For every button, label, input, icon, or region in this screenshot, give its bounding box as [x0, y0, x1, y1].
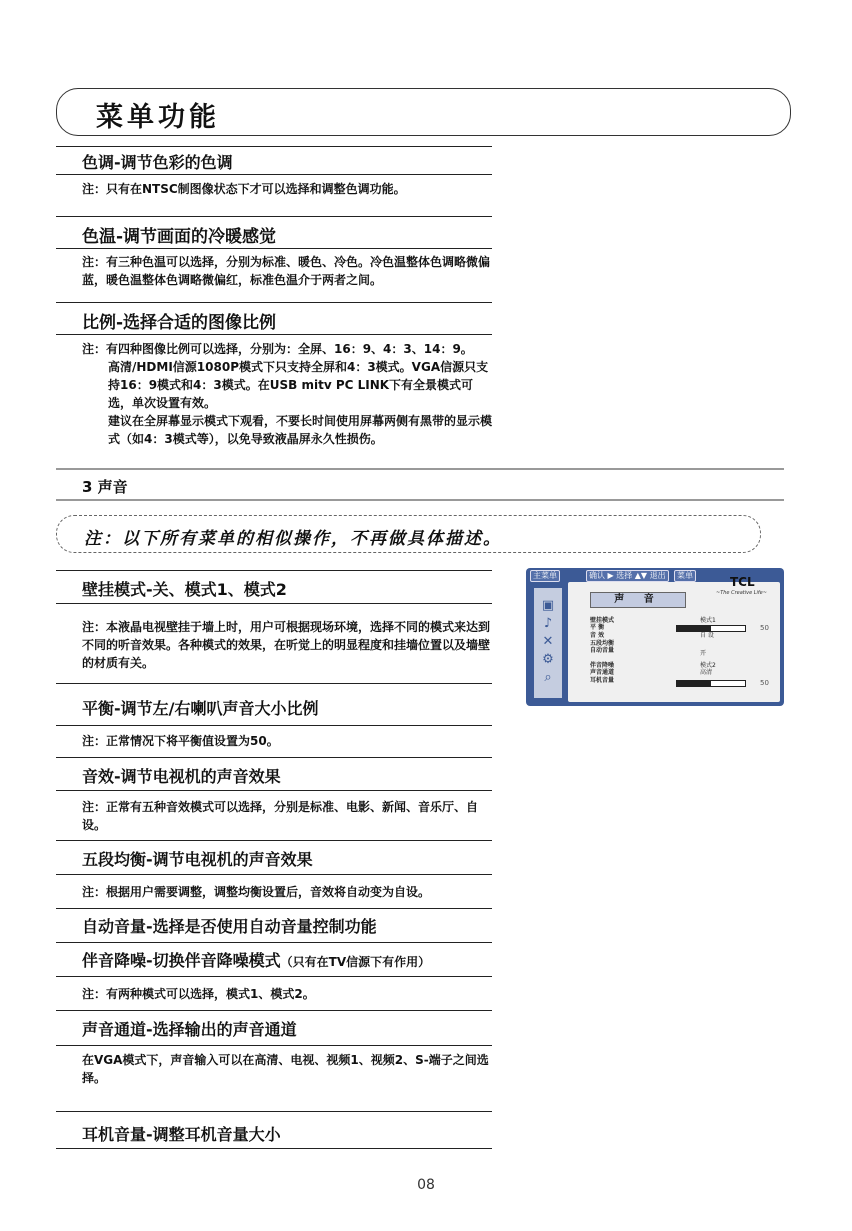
note-hue: 注：只有在NTSC制图像状态下才可以选择和调整色调功能。	[82, 182, 406, 196]
tcl-slogan: ~The Creative Life~	[716, 590, 767, 596]
osd-label-nr: 伴音降噪	[590, 662, 615, 669]
divider	[56, 976, 492, 977]
note-eq: 注：根据用户需要调整，调整均衡设置后，音效将自动变为自设。	[82, 885, 431, 899]
heading-sound-channel: 声音通道-选择输出的声音通道	[82, 1020, 297, 1039]
heading-aspect: 比例-选择合适的图像比例	[82, 313, 277, 333]
note-aspect-line1: 注：有四种图像比例可以选择，分别为：全屏、16：9、4：3、14：9。	[82, 342, 473, 356]
page-number: 08	[417, 1177, 435, 1193]
osd-label-effect: 音 效	[590, 632, 605, 639]
divider	[56, 908, 492, 909]
osd-headphone-fill	[677, 681, 711, 686]
divider	[56, 942, 492, 943]
note-aspect-line2: 高清/HDMI信源1080P模式下只支持全屏和4：3模式。VGA信源只支持16：9模式和4：3模式。在USB mitv PC LINK下有全景模式可选，单次设置有效。	[108, 360, 489, 410]
divider	[56, 146, 492, 147]
divider	[56, 1111, 492, 1112]
osd-value-auto: 开	[700, 650, 707, 657]
note-noise-reduction: 注：有两种模式可以选择，模式1、模式2。	[82, 987, 315, 1001]
divider	[56, 302, 492, 303]
osd-label-auto: 自动音量	[590, 647, 615, 654]
osd-tag-nav: 确认 ▶ 选择 ▲▼ 退出	[586, 570, 669, 582]
osd-balance-fill	[677, 626, 711, 631]
search-icon: ⌕	[544, 670, 552, 685]
divider	[56, 757, 492, 758]
divider	[56, 248, 492, 249]
osd-balance-bar	[676, 625, 746, 632]
divider	[56, 499, 784, 501]
note-box-text: 注：以下所有菜单的相似操作，不再做具体描述。	[84, 529, 502, 549]
picture-icon: ▣	[541, 598, 555, 613]
divider	[56, 216, 492, 217]
heading-headphone-volume: 耳机音量-调整耳机音量大小	[82, 1125, 281, 1144]
tools-icon: ✕	[542, 634, 554, 649]
divider	[56, 874, 492, 875]
divider	[56, 683, 492, 684]
osd-label-wall: 壁挂模式	[590, 617, 615, 624]
divider	[56, 603, 492, 604]
note-aspect-line3: 建议在全屏幕显示模式下观看，不要长时间使用屏幕两侧有黑带的显示模式（如4：3模式等），以免导致液晶屏永久性损伤。	[108, 414, 493, 446]
divider	[56, 790, 492, 791]
heading-wall-mode: 壁挂模式-关、模式1、模式2	[82, 580, 287, 599]
divider	[56, 840, 492, 841]
note-balance: 注：正常情况下将平衡值设置为50。	[82, 734, 279, 748]
osd-label-balance: 平 衡	[590, 624, 605, 631]
tcl-logo: TCL	[730, 575, 755, 589]
osd-value-effect: 自 设	[700, 632, 714, 639]
divider	[56, 725, 492, 726]
osd-panel-title: 声 音	[590, 592, 686, 608]
osd-headphone-num: 50	[760, 679, 769, 687]
page-title: 菜单功能	[96, 102, 220, 133]
osd-label-channel: 声音通道	[590, 669, 615, 676]
divider	[56, 468, 784, 470]
osd-label-eq: 五段均衡	[590, 640, 615, 647]
osd-balance-num: 50	[760, 624, 769, 632]
osd-tag-main: 主菜单	[530, 570, 560, 582]
osd-headphone-bar	[676, 680, 746, 687]
section-title-sound: 3 声音	[82, 478, 128, 496]
heading-noise-reduction	[82, 948, 430, 971]
divider	[56, 174, 492, 175]
divider	[56, 1148, 492, 1149]
settings-icon: ⚙	[542, 652, 554, 667]
heading-sound-effect: 音效-调节电视机的声音效果	[82, 767, 281, 786]
heading-hue: 色调-调节色彩的色调	[82, 153, 233, 172]
divider	[56, 570, 492, 571]
heading-noise-reduction-main: 伴音降噪-切换伴音降噪模式	[82, 951, 281, 970]
osd-value-channel: 高清	[700, 669, 713, 676]
divider	[56, 1010, 492, 1011]
osd-tag-menu: 菜单	[674, 570, 696, 582]
note-wall-mode: 注：本液晶电视壁挂于墙上时，用户可根据现场环境，选择不同的模式来达到不同的听音效果。各种模式的效果，在听觉上的明显程度和挂墙位置以及墙壁的材质有关。	[82, 620, 491, 670]
note-aspect	[82, 340, 492, 448]
heading-eq: 五段均衡-调节电视机的声音效果	[82, 850, 313, 869]
divider	[56, 334, 492, 335]
note-sound-channel: 在VGA模式下，声音输入可以在高清、电视、视频1、视频2、S-端子之间选择。	[82, 1053, 489, 1085]
note-color-temp: 注：有三种色温可以选择，分别为标准、暖色、冷色。冷色温整体色调略微偏蓝，暖色温整体色调略微偏红，标准色温介于两者之间。	[82, 255, 491, 287]
note-sound-effect: 注：正常有五种音效模式可以选择，分别是标准、电影、新闻、音乐厅、自设。	[82, 800, 479, 832]
heading-auto-volume: 自动音量-选择是否使用自动音量控制功能	[82, 917, 377, 936]
heading-color-temp: 色温-调节画面的冷暖感觉	[82, 227, 277, 247]
osd-value-wall: 模式1	[700, 617, 716, 624]
heading-balance: 平衡-调节左/右喇叭声音大小比例	[82, 699, 319, 718]
divider	[56, 1045, 492, 1046]
osd-value-nr: 模式2	[700, 662, 716, 669]
heading-noise-reduction-suffix: （只有在TV信源下有作用）	[280, 955, 431, 969]
sound-icon: ♪	[543, 616, 553, 631]
osd-label-headphone: 耳机音量	[590, 677, 615, 684]
